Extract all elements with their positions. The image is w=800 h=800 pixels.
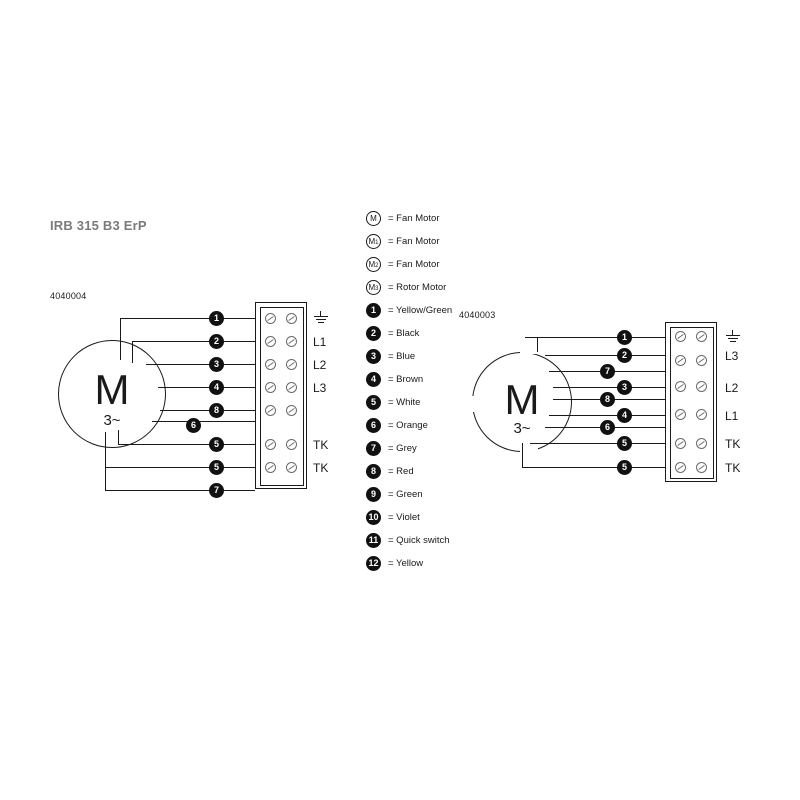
motor1-badge-icon — [366, 234, 381, 249]
legend-badge: 12 — [366, 556, 381, 571]
motor-symbol-left — [58, 340, 166, 448]
wire-left-5a-riser — [118, 430, 119, 444]
bullet-right-1: 1 — [617, 330, 632, 345]
terminal-screw — [675, 381, 686, 392]
bullet-left-3: 3 — [209, 357, 224, 372]
legend-text: = Blue — [388, 351, 416, 362]
legend-text: = Green — [388, 489, 423, 500]
bullet-right-6: 6 — [600, 420, 615, 435]
legend-text: = Yellow/Green — [388, 305, 453, 316]
legend-text: = Red — [388, 466, 414, 477]
legend-badge: 6 — [366, 418, 381, 433]
wire-left-6 — [152, 421, 255, 422]
wire-right-5b-riser — [522, 443, 523, 467]
bullet-left-2: 2 — [209, 334, 224, 349]
wire-right-5b — [522, 467, 665, 468]
terminal-label-left-l3: L3 — [313, 381, 327, 395]
legend-badge: 4 — [366, 372, 381, 387]
legend-badge-sub: 2 — [375, 263, 379, 269]
bullet-left-5b: 5 — [209, 460, 224, 475]
ground-icon-right — [725, 330, 741, 342]
bullet-left-8: 8 — [209, 403, 224, 418]
terminal-screw — [675, 355, 686, 366]
wire-right-1 — [525, 337, 665, 338]
wire-right-4 — [549, 415, 665, 416]
bullet-left-5a: 5 — [209, 437, 224, 452]
terminal-block-right-inner — [670, 327, 714, 479]
terminal-label-right-tk2: TK — [725, 461, 741, 475]
terminal-screw — [286, 382, 297, 393]
legend-badge-label: M — [368, 260, 376, 269]
terminal-screw — [675, 462, 686, 473]
terminal-label-right-l2: L2 — [725, 381, 739, 395]
legend-text: = Fan Motor — [388, 259, 440, 270]
legend-badge-label: M — [368, 283, 376, 292]
wire-left-3 — [146, 364, 255, 365]
terminal-label-left-tk1: TK — [313, 438, 329, 452]
motor-letter-left: M — [94, 366, 130, 413]
legend-badge-label: M — [368, 237, 376, 246]
terminal-label-left-tk2: TK — [313, 461, 329, 475]
legend-text: = Rotor Motor — [388, 282, 447, 293]
motor-right-tick-top — [537, 338, 538, 352]
legend-text: = Brown — [388, 374, 424, 385]
terminal-screw — [286, 313, 297, 324]
legend-text: = Grey — [388, 443, 417, 454]
legend-badge-label: M — [370, 214, 377, 223]
terminal-label-right-l1: L1 — [725, 409, 739, 423]
terminal-screw — [696, 438, 707, 449]
legend-text: = White — [388, 397, 421, 408]
bullet-right-3: 3 — [617, 380, 632, 395]
legend-badge: 7 — [366, 441, 381, 456]
wire-left-5b — [105, 467, 255, 468]
legend-badge: 3 — [366, 349, 381, 364]
legend-badge: 2 — [366, 326, 381, 341]
legend-text: = Fan Motor — [388, 213, 440, 224]
legend-badge: 5 — [366, 395, 381, 410]
bullet-right-4: 4 — [617, 408, 632, 423]
part-code-right: 4040003 — [459, 310, 496, 320]
motor-badge-icon — [366, 211, 381, 226]
terminal-label-right-tk1: TK — [725, 437, 741, 451]
wire-left-5a — [118, 444, 255, 445]
terminal-screw — [696, 355, 707, 366]
legend-text: = Quick switch — [388, 535, 450, 546]
motor-outline-notch-left — [466, 396, 474, 412]
terminal-screw — [286, 359, 297, 370]
terminal-label-left-l2: L2 — [313, 358, 327, 372]
legend-text: = Fan Motor — [388, 236, 440, 247]
terminal-screw — [286, 439, 297, 450]
bullet-right-2: 2 — [617, 348, 632, 363]
terminal-screw — [265, 359, 276, 370]
legend-badge: 10 — [366, 510, 381, 525]
terminal-screw — [696, 331, 707, 342]
terminal-screw — [696, 381, 707, 392]
legend-badge: 8 — [366, 464, 381, 479]
terminal-screw — [265, 405, 276, 416]
terminal-screw — [265, 336, 276, 347]
legend-badge: 11 — [366, 533, 381, 548]
bullet-left-4: 4 — [209, 380, 224, 395]
motor-phase-right: 3~ — [513, 420, 531, 437]
legend-text: = Yellow — [388, 558, 424, 569]
terminal-label-right-l3: L3 — [725, 349, 739, 363]
terminal-block-left-inner — [260, 307, 304, 486]
terminal-screw — [286, 405, 297, 416]
legend-badge-sub: 3 — [375, 286, 379, 292]
terminal-screw — [696, 409, 707, 420]
wire-left-2-riser — [132, 341, 133, 363]
bullet-right-5b: 5 — [617, 460, 632, 475]
wire-right-5a — [530, 443, 665, 444]
terminal-screw — [675, 331, 686, 342]
terminal-block-right — [665, 322, 717, 482]
terminal-screw — [265, 439, 276, 450]
legend-badge: 9 — [366, 487, 381, 502]
motor-phase-left: 3~ — [103, 412, 121, 429]
bullet-left-1: 1 — [209, 311, 224, 326]
wire-left-1 — [120, 318, 255, 319]
bullet-left-6: 6 — [186, 418, 201, 433]
motor-outline-notch-top — [520, 346, 538, 354]
terminal-label-left-l1: L1 — [313, 335, 327, 349]
terminal-screw — [265, 313, 276, 324]
terminal-screw — [265, 382, 276, 393]
wire-left-5b-riser — [105, 432, 106, 467]
wire-left-8 — [160, 410, 255, 411]
terminal-screw — [286, 462, 297, 473]
legend-badge: 1 — [366, 303, 381, 318]
legend-text: = Black — [388, 328, 420, 339]
motor-letter-right: M — [504, 376, 540, 423]
legend-badge-sub: 1 — [375, 240, 379, 246]
bullet-right-8: 8 — [600, 392, 615, 407]
motor2-badge-icon — [366, 257, 381, 272]
bullet-right-7: 7 — [600, 364, 615, 379]
wire-right-3 — [553, 387, 665, 388]
motor3-badge-icon — [366, 280, 381, 295]
bullet-right-5a: 5 — [617, 436, 632, 451]
terminal-screw — [675, 409, 686, 420]
part-code-left: 4040004 — [50, 291, 87, 301]
motor-symbol-right — [472, 352, 572, 452]
legend-text: = Orange — [388, 420, 428, 431]
ground-icon-left — [313, 311, 329, 323]
terminal-block-left — [255, 302, 307, 489]
terminal-screw — [696, 462, 707, 473]
page-title: IRB 315 B3 ErP — [50, 218, 147, 233]
terminal-screw — [265, 462, 276, 473]
wire-right-2 — [545, 355, 665, 356]
wire-left-2 — [132, 341, 255, 342]
wire-left-1-riser — [120, 318, 121, 360]
terminal-screw — [675, 438, 686, 449]
bullet-left-7: 7 — [209, 483, 224, 498]
wire-left-7-riser — [105, 467, 106, 490]
legend-text: = Violet — [388, 512, 420, 523]
wire-left-4 — [158, 387, 255, 388]
terminal-screw — [286, 336, 297, 347]
wire-left-7 — [105, 490, 255, 491]
